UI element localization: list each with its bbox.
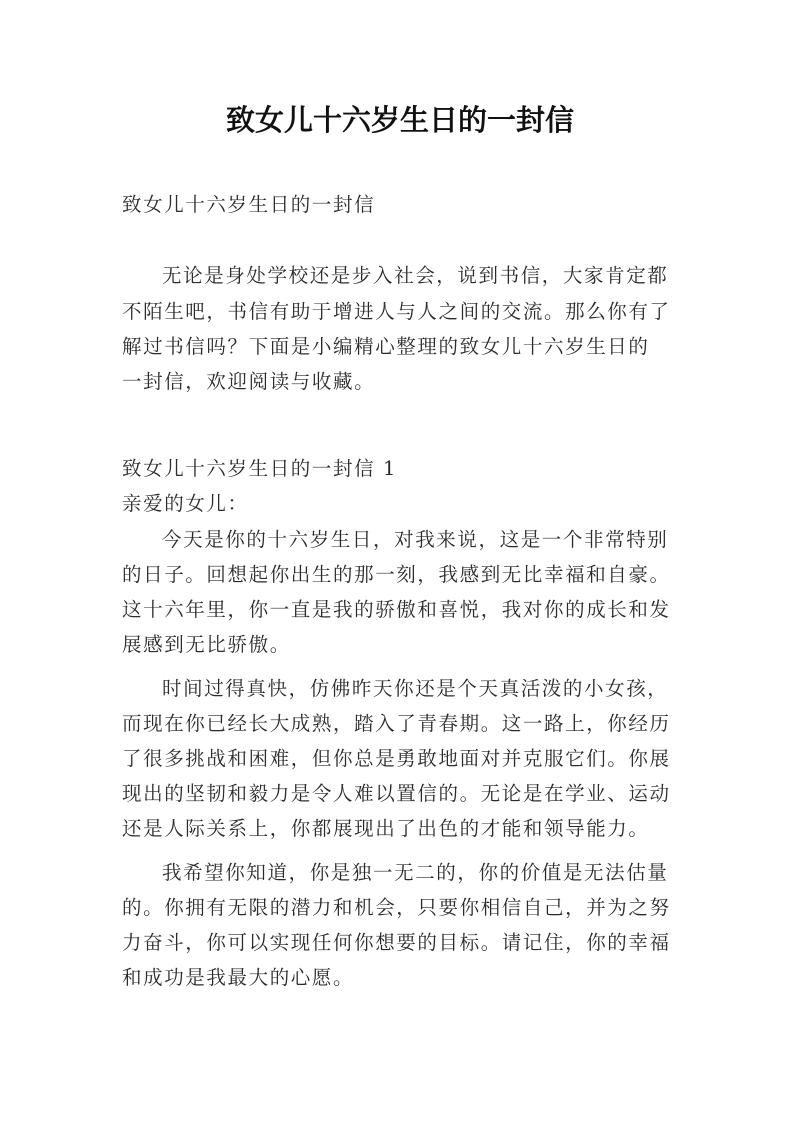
paragraph3-line: 我希望你知道，你是独一无二的，你的价值是无法估量 (162, 861, 669, 884)
intro-line: 一封信，欢迎阅读与收藏。 (122, 370, 376, 393)
paragraph2-line: 时间过得真快，仿佛昨天你还是个天真活泼的小女孩， (162, 677, 669, 700)
paragraph1-line: 的日子。回想起你出生的那一刻，我感到无比幸福和自豪。 (122, 563, 671, 586)
document-title: 致女儿十六岁生日的一封信 (225, 103, 574, 137)
paragraph2-line: 了很多挑战和困难，但你总是勇敢地面对并克服它们。你展 (122, 747, 671, 770)
salutation: 亲爱的女儿： (122, 492, 249, 515)
paragraph2-line: 而现在你已经长大成熟，踏入了青春期。这一路上，你经历 (122, 712, 671, 735)
paragraph3-line: 和成功是我最大的心愿。 (122, 966, 355, 989)
intro-line: 无论是身处学校还是步入社会，说到书信，大家肯定都 (162, 264, 669, 287)
paragraph2-line: 还是人际关系上，你都展现出了出色的才能和领导能力。 (122, 817, 650, 840)
paragraph2-line: 现出的坚韧和毅力是令人难以置信的。无论是在学业、运动 (122, 782, 671, 805)
paragraph3-line: 的。你拥有无限的潜力和机会，只要你相信自己，并为之努 (122, 896, 671, 919)
paragraph1-line: 今天是你的十六岁生日，对我来说，这是一个非常特别 (162, 528, 669, 551)
section-heading: 致女儿十六岁生日的一封信 1 (122, 457, 398, 480)
intro-line: 不陌生吧，书信有助于增进人与人之间的交流。那么你有了 (122, 300, 671, 323)
paragraph1-line: 展感到无比骄傲。 (122, 633, 291, 656)
intro-line: 解过书信吗？下面是小编精心整理的致女儿十六岁生日的 (122, 335, 650, 358)
paragraph1-line: 这十六年里，你一直是我的骄傲和喜悦，我对你的成长和发 (122, 598, 671, 621)
paragraph3-line: 力奋斗，你可以实现任何你想要的目标。请记住，你的幸福 (122, 931, 671, 954)
document-subtitle: 致女儿十六岁生日的一封信 (122, 193, 376, 216)
